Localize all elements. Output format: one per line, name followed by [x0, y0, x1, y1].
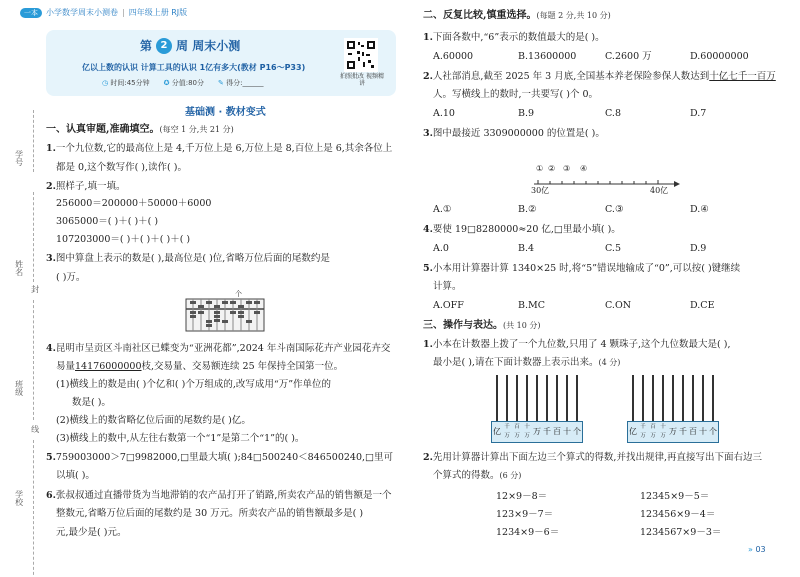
r-q5-option-d[interactable]: D.CE: [690, 300, 715, 311]
counting-rod[interactable]: [652, 375, 654, 421]
q4-num: 4.: [46, 343, 56, 354]
grade-label: 四年级上册 RJ版: [128, 8, 188, 18]
counting-rod[interactable]: [692, 375, 694, 421]
r-q5-num: 5.: [423, 263, 433, 274]
binding-margin: [0, 110, 42, 577]
counting-rod[interactable]: [702, 375, 704, 421]
score-get-label: [218, 79, 263, 87]
mark-1: ①: [536, 164, 544, 173]
r-q7-note: (6 分): [499, 471, 522, 480]
r-q3-option-b[interactable]: B.②: [518, 204, 537, 215]
q6-line2: 整数元,省略万位后面的尾数约是 30 万元。所卖农产品的销售额最多是( ): [56, 508, 364, 519]
q1-text1: 一个九位数,它的最高位上是 4,千万位上是 6,万位上是 8,百位上是 6,其余各位上: [55, 143, 393, 154]
page-number: [748, 545, 766, 555]
part3-heading: [423, 320, 541, 332]
q6-line1: [46, 490, 391, 501]
r-q6-num: 1.: [423, 339, 433, 350]
r-q1-line: [423, 32, 605, 43]
week-prefix: 第: [140, 38, 153, 53]
counting-rod[interactable]: [576, 375, 578, 421]
counting-rod[interactable]: [556, 375, 558, 421]
q4-line1: [46, 343, 390, 354]
counting-rod[interactable]: [662, 375, 664, 421]
r-q6-line2: [433, 357, 620, 368]
r-q1-option-a[interactable]: A.60000: [433, 51, 474, 62]
q2-example: 256000＝200000＋50000＋6000: [56, 198, 212, 209]
cut-line: [33, 192, 34, 282]
counting-rod[interactable]: [566, 375, 568, 421]
qr-caption: 拍照批改 视频精讲: [340, 73, 384, 87]
r-q1-option-d[interactable]: D.60000000: [690, 51, 749, 62]
place-label: 个: [573, 427, 581, 436]
part2-heading: [423, 10, 611, 22]
r-q3-option-a[interactable]: A.①: [433, 204, 452, 215]
q6-line3: 元,最少是( )元。: [56, 527, 127, 538]
margin-label-seal: 封: [30, 285, 40, 293]
q4-text1: 昆明市呈贡区斗南社区已蝶变为“亚洲花都”,2024 年斗南国际花卉产业园花卉交: [55, 343, 391, 354]
r-q2-option-c[interactable]: C.8: [605, 108, 621, 119]
counting-rod[interactable]: [672, 375, 674, 421]
r-q5-line1: [423, 263, 740, 274]
topics-line: 亿以上数的认识 计算工具的认识 1亿有多大(教材 P16～P33): [82, 63, 306, 72]
q2-line: [46, 181, 125, 192]
q4-sub2: (2)横线上的数省略亿位后面的尾数约是( )亿。: [56, 415, 251, 426]
eq-right-3: 1234567×9－3＝: [640, 527, 722, 538]
place-label: 百: [689, 427, 697, 436]
r-q5-option-a[interactable]: A.OFF: [433, 300, 464, 311]
score-label: [164, 79, 204, 87]
r-q2-option-d[interactable]: D.7: [690, 108, 707, 119]
place-label: 百万: [650, 424, 656, 439]
q4-sub3: (3)横线上的数中,从左往右数第一个“1”是第二个“1”的( )。: [56, 433, 305, 444]
eq-right-2: 123456×9－4＝: [640, 509, 716, 520]
r-q2-option-a[interactable]: A.10: [433, 108, 455, 119]
eq-left-2: 123×9－7＝: [496, 509, 554, 520]
book-title: 小学数学周末小测卷: [46, 8, 118, 18]
r-q6-line1: [423, 339, 731, 350]
place-label: 万: [669, 427, 677, 436]
r-q6-text2: 最小是( ),请在下面计数器上表示出来。: [433, 357, 599, 368]
place-label: 十万: [524, 424, 530, 439]
q1-num: 1.: [46, 143, 56, 154]
pencil-icon: ✎: [217, 79, 224, 87]
meta-line: [102, 79, 263, 87]
r-q5-text1: 小本用计算器计算 1340×25 时,将“5”错误地输成了“0”,可以按( )键继续: [432, 263, 741, 274]
clock-icon: ◷: [102, 79, 109, 87]
week-number-badge: 2: [156, 38, 172, 54]
r-q2-text1: 人社部消息,截至 2025 年 3 月底,全国基本养老保险参保人数达到: [432, 71, 710, 82]
r-q4-line: [423, 224, 621, 235]
counting-rod[interactable]: [682, 375, 684, 421]
score-text: 分值:80分: [171, 79, 204, 87]
r-q5-option-c[interactable]: C.ON: [605, 300, 632, 311]
r-q7-text2: 个算式的得数。: [433, 470, 500, 481]
week-suffix: 周 周末小测: [176, 38, 241, 53]
r-q3-option-d[interactable]: D.④: [690, 204, 709, 215]
part1-heading: [46, 124, 234, 136]
r-q6-note: (4 分): [598, 358, 621, 367]
r-q4-option-c[interactable]: C.5: [605, 243, 621, 254]
axis-label-40: 40亿: [650, 186, 669, 195]
cut-line: [33, 110, 34, 172]
place-label: 亿: [629, 427, 637, 436]
r-q2-num: 2.: [423, 71, 433, 82]
counting-frame-right[interactable]: [627, 375, 719, 445]
part1-title: 一、认真审题,准确填空。: [46, 124, 160, 135]
q4-line2: [56, 361, 343, 372]
page-number-text: 03: [755, 545, 766, 554]
q4-sub1b: 数是( )。: [72, 397, 111, 408]
q5-text1: 759003000＞7□9982000,□里最大填( );84□500240＜846500240,□里可: [55, 452, 394, 463]
eq-left-3: 1234×9－6＝: [496, 527, 560, 538]
abacus-icon: [185, 298, 265, 334]
margin-label-name: 姓名: [14, 260, 24, 276]
r-q2-line1: [423, 71, 776, 82]
place-label: 个: [709, 427, 717, 436]
qr-code-icon[interactable]: [344, 38, 378, 72]
number-line-figure: [530, 162, 680, 196]
counting-rod[interactable]: [632, 375, 634, 421]
place-label: 千万: [640, 424, 646, 439]
header-card: [46, 30, 396, 96]
place-label: 十: [699, 427, 707, 436]
cut-line: [33, 300, 34, 420]
r-q7-line1: [423, 452, 762, 463]
r-q2-line2: 人。写横线上的数时,一共要写( )个 0。: [433, 89, 599, 100]
q3-line2: ( )万。: [56, 272, 86, 283]
counting-rod[interactable]: [546, 375, 548, 421]
time-label: [102, 79, 150, 87]
q1-line2: 都是 0,这个数写作( ),读作( )。: [56, 162, 187, 173]
q5-line1: [46, 452, 393, 463]
mark-4: ④: [580, 164, 588, 173]
r-q7-num: 2.: [423, 452, 433, 463]
part3-title: 三、操作与表达。: [423, 320, 503, 331]
counting-frame-left[interactable]: [491, 375, 583, 445]
place-label: 百: [553, 427, 561, 436]
cut-line: [33, 440, 34, 577]
page-arrow-icon: »: [748, 545, 756, 554]
q4-text2b: 枝,交易量、交易额连续 25 年保持全国第一位。: [141, 361, 344, 372]
part3-note: (共 10 分): [503, 321, 541, 330]
margin-label-line: 线: [30, 425, 40, 433]
top-bar: [20, 6, 187, 20]
part2-title: 二、反复比较,慎重选择。: [423, 10, 537, 21]
q2-row2: 107203000＝( )＋( )＋( )＋( ): [56, 234, 191, 245]
mark-3: ③: [563, 164, 571, 173]
q4-sub1: (1)横线上的数是由( )个亿和( )个万组成的,改写成用“万”作单位的: [56, 379, 332, 390]
r-q4-text: 要使 19□8280000≈20 亿,□里最小填( )。: [432, 224, 621, 235]
q3-text1: 图中算盘上表示的数是( ),最高位是( )位,省略万位后面的尾数约是: [55, 253, 330, 264]
series-badge: 一本: [20, 8, 42, 18]
place-label: 千: [679, 427, 687, 436]
r-q4-option-d[interactable]: D.9: [690, 243, 707, 254]
place-label: 亿: [493, 427, 501, 436]
margin-label-number: 学号: [14, 150, 24, 166]
r-q7-line2: [433, 470, 521, 481]
q3-num: 3.: [46, 253, 56, 264]
mark-2: ②: [548, 164, 556, 173]
counting-rod[interactable]: [496, 375, 498, 421]
abacus-ones-label: 个: [235, 290, 242, 298]
r-q5-line2: 计算。: [433, 281, 462, 292]
eq-left-1: 12×9－8＝: [496, 491, 548, 502]
q6-text1: 张叔叔通过直播带货为当地滞销的农产品打开了销路,所卖农产品的销售额是一个: [55, 490, 392, 501]
q2-num: 2.: [46, 181, 56, 192]
star-icon: ✪: [163, 79, 170, 87]
time-text: 时间:45分钟: [110, 79, 150, 87]
counting-rod[interactable]: [642, 375, 644, 421]
r-q4-option-a[interactable]: A.0: [433, 243, 449, 254]
place-label: 千: [543, 427, 551, 436]
place-label: 百万: [514, 424, 520, 439]
q4-text2a: 易量: [56, 361, 76, 372]
q1-line1: [46, 143, 392, 154]
r-q3-line: [423, 128, 605, 139]
counting-rod[interactable]: [536, 375, 538, 421]
r-q1-text: 下面各数中,“6”表示的数值最大的是( )。: [432, 32, 605, 43]
r-q1-option-b[interactable]: B.13600000: [518, 51, 577, 62]
margin-label-school: 学校: [14, 490, 24, 506]
week-title: [140, 38, 240, 54]
r-q3-text: 图中最接近 3309000000 的位置是( )。: [432, 128, 605, 139]
counting-rod[interactable]: [516, 375, 518, 421]
q4-underlined-number: 14176000000: [75, 361, 142, 372]
r-q5-option-b[interactable]: B.MC: [518, 300, 545, 311]
score-get-text: 得分:______: [226, 79, 264, 87]
margin-label-class: 班级: [14, 380, 24, 396]
r-q1-num: 1.: [423, 32, 433, 43]
q5-num: 5.: [46, 452, 56, 463]
r-q2-option-b[interactable]: B.9: [518, 108, 535, 119]
place-label: 十万: [660, 424, 666, 439]
r-q3-num: 3.: [423, 128, 433, 139]
r-q3-option-c[interactable]: C.③: [605, 204, 624, 215]
counting-rod[interactable]: [506, 375, 508, 421]
r-q7-text1: 先用计算器计算出下面左边三个算式的得数,并找出规律,再直接写出下面右边三: [432, 452, 762, 463]
r-q2-underlined: 十亿七千一百万: [709, 71, 776, 82]
r-q1-option-c[interactable]: C.2600 万: [605, 51, 652, 62]
counting-rod[interactable]: [712, 375, 714, 421]
title-separator: |: [122, 8, 125, 18]
counting-rod[interactable]: [526, 375, 528, 421]
q5-line2: 以填( )。: [56, 470, 95, 481]
part1-note: (每空 1 分,共 21 分): [159, 125, 234, 134]
r-q4-option-b[interactable]: B.4: [518, 243, 535, 254]
place-label: 万: [533, 427, 541, 436]
r-q4-num: 4.: [423, 224, 433, 235]
section-basic: 基础测 · 教材变式: [185, 107, 266, 118]
eq-right-1: 12345×9－5＝: [640, 491, 710, 502]
axis-label-30: 30亿: [531, 186, 550, 195]
part2-note: (每题 2 分,共 10 分): [536, 11, 611, 20]
r-q6-text1: 小本在计数器上拨了一个九位数,只用了 4 颗珠子,这个九位数最大是( ),: [432, 339, 731, 350]
q3-line1: [46, 253, 330, 264]
q6-num: 6.: [46, 490, 56, 501]
place-label: 十: [563, 427, 571, 436]
q2-text: 照样子,填一填。: [55, 181, 126, 192]
q2-row1: 3065000＝( )＋( )＋( ): [56, 216, 159, 227]
place-label: 千万: [504, 424, 510, 439]
